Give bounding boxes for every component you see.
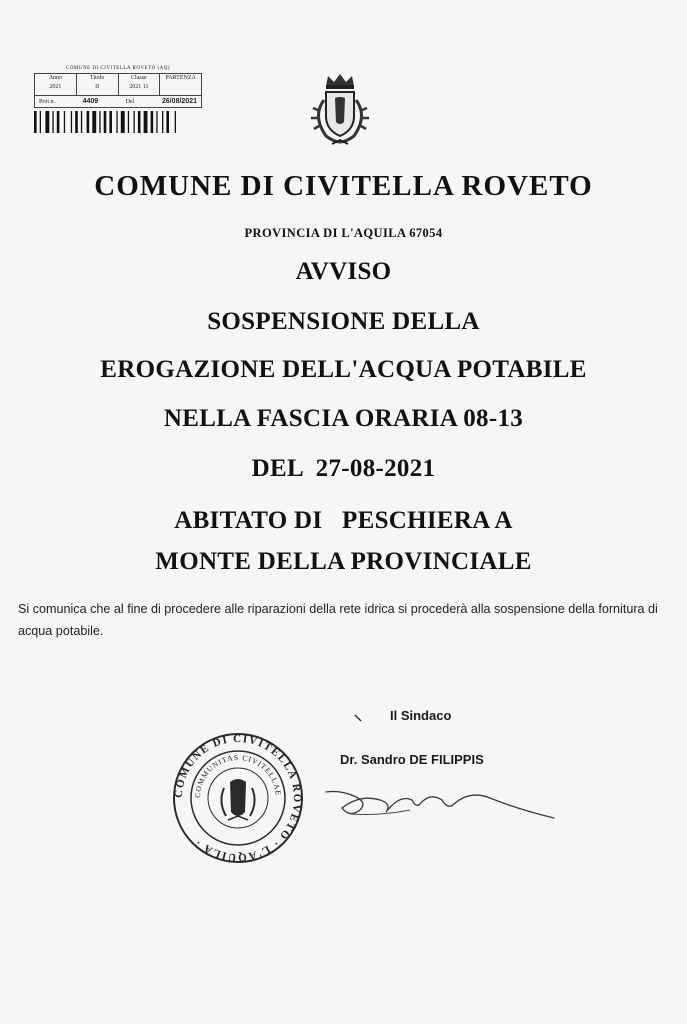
barcode-bar — [151, 111, 154, 133]
barcode-bar — [34, 111, 37, 133]
barcode-bar — [75, 111, 78, 133]
protocol-number-label: Prot.n. — [39, 98, 56, 105]
protocol-date: 26/08/2021 — [161, 98, 197, 105]
barcode-bar — [144, 111, 148, 133]
signatory-name: Dr. Sandro DE FILIPPIS — [340, 752, 484, 767]
signatory-title: Il Sindaco — [390, 708, 452, 723]
notice-body: Si comunica che al fine di procedere alle riparazioni della rete idrica si procederà alla sospensione della fornitura di acqua potabile. — [18, 602, 658, 638]
notice-line: NELLA FASCIA ORARIA 08-13 — [163, 405, 524, 432]
barcode-bar — [40, 111, 41, 133]
barcode-bar — [166, 111, 169, 133]
notice-line: EROGAZIONE DELL'ACQUA POTABILE — [100, 356, 587, 383]
barcode-bar — [162, 111, 163, 133]
notice-line: MONTE DELLA PROVINCIALE — [155, 548, 532, 575]
barcode-bar — [81, 111, 82, 133]
barcode-bar — [57, 111, 60, 133]
barcode-bar — [52, 111, 53, 133]
barcode-bar — [109, 111, 112, 133]
pen-mark-icon — [353, 712, 367, 726]
barcode-bar — [156, 111, 157, 133]
seal-outer-text: COMUNE DI CIVITELLA ROVETO · L'AQUILA · — [172, 732, 304, 864]
barcode-bar — [116, 111, 117, 133]
protocol-cell: PARTENZA — [165, 75, 196, 81]
protocol-number-row — [34, 96, 202, 108]
barcode-bar — [87, 111, 90, 133]
protocol-cell: Classe 2021 11 — [119, 74, 161, 95]
protocol-cell: Anno 2021 — [35, 74, 77, 95]
barcode-icon — [34, 111, 202, 133]
barcode-bar — [64, 111, 65, 133]
notice-heading: AVVISO — [295, 258, 392, 285]
barcode-bar — [104, 111, 107, 133]
barcode-bar — [71, 111, 72, 133]
notice-date: DEL 27-08-2021 — [251, 455, 436, 482]
barcode-bar — [99, 111, 100, 133]
municipality-title: COMUNE DI CIVITELLA ROVETO — [94, 170, 593, 202]
handwritten-signature-icon — [320, 770, 560, 830]
province-line: PROVINCIA DI L'AQUILA 67054 — [244, 226, 443, 240]
barcode-bar — [45, 111, 49, 133]
seal-inner-text: COMMUNITAS CIVITELLAE — [192, 752, 284, 799]
barcode-bar — [138, 111, 141, 133]
protocol-date-label: Del — [125, 98, 135, 105]
barcode-bar — [134, 111, 135, 133]
municipal-crest-icon — [304, 70, 376, 150]
barcode-bar — [128, 111, 129, 133]
protocol-number: 4409 — [82, 98, 99, 105]
barcode-bar — [121, 111, 125, 133]
barcode-bar — [92, 111, 96, 133]
municipal-seal-icon — [168, 728, 308, 868]
protocol-stamp — [34, 64, 202, 133]
protocol-grid — [34, 73, 202, 96]
notice-line: SOSPENSIONE DELLA — [207, 308, 480, 335]
barcode-bar — [175, 111, 176, 133]
notice-line: ABITATO DI PESCHIERA A — [174, 507, 513, 534]
protocol-header: COMUNE DI CIVITELLA ROVETO (AQ) — [65, 66, 170, 71]
protocol-cell: Titolo II — [77, 74, 119, 95]
